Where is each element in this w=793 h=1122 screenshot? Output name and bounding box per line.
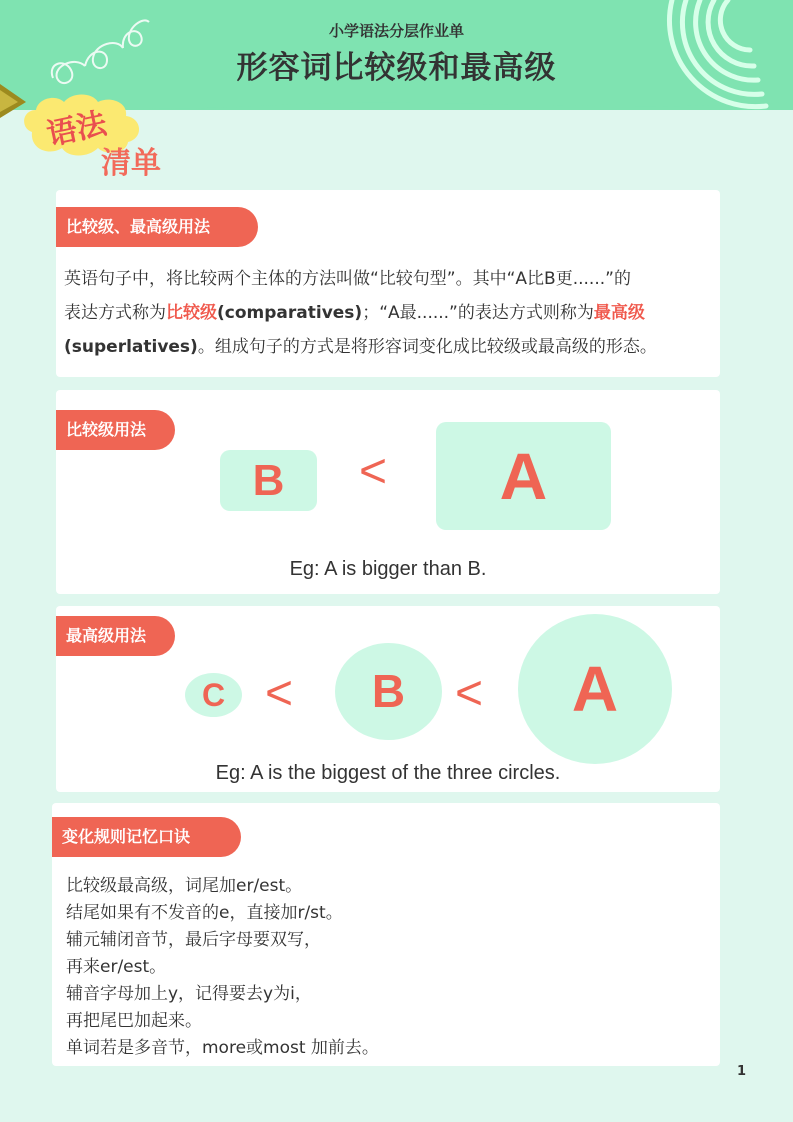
term-comparatives-en: (comparatives) [217, 303, 363, 323]
rhyme-line: 结尾如果有不发音的e，直接加r/st。 [66, 903, 343, 923]
rhyme-line: 辅音字母加上y，记得要去y为i， [66, 984, 312, 1004]
badge-label-grammar: 语法 [43, 106, 110, 153]
rhyme-line: 再来er/est。 [66, 957, 167, 977]
rhyme-line: 辅元辅闭音节，最后字母要双写， [66, 930, 321, 950]
usage-line-1: 英语句子中，将比较两个主体的方法叫做“比较句型”。其中“A比B更......”的 [64, 269, 631, 289]
term-superlative: 最高级 [593, 303, 645, 323]
rhyme-line: 比较级最高级，词尾加er/est。 [66, 876, 303, 896]
section-tag-superlative: 最高级用法 [56, 616, 175, 656]
usage-line-3 [64, 330, 714, 364]
worksheet-subtitle: 小学语法分层作业单 [328, 22, 464, 40]
rhyme-card [52, 803, 720, 1066]
usage-line-2 [64, 296, 714, 330]
comparative-card [56, 390, 720, 594]
usage-paragraph [64, 262, 714, 364]
term-comparative: 比较级 [166, 303, 217, 323]
section-tag-comparative: 比较级用法 [56, 410, 175, 450]
section-tag-rhyme: 变化规则记忆口诀 [52, 817, 241, 857]
comparative-example: Eg: A is bigger than B. [289, 558, 487, 580]
rhyme-line: 再把尾巴加起来。 [66, 1011, 202, 1031]
page-title: 形容词比较级和最高级 [236, 50, 557, 86]
superlative-card [56, 606, 720, 792]
less-than-sign-1: < [265, 667, 294, 720]
less-than-sign-2: < [455, 667, 484, 720]
section-tag-usage: 比较级、最高级用法 [56, 207, 258, 247]
medium-circle-b: B [335, 643, 442, 740]
big-circle-a: A [518, 614, 672, 764]
usage-text: 。组成句子的方式是将形容词变化成比较级或最高级的形态。 [197, 337, 657, 357]
superlative-example: Eg: A is the biggest of the three circles. [215, 762, 561, 784]
usage-text: ；“A最......”的表达方式则称为 [362, 303, 594, 323]
rhyme-line: 单词若是多音节，more或most 加前去。 [66, 1038, 379, 1058]
badge-label-list: 清单 [101, 146, 161, 181]
page-number: 1 [737, 1064, 747, 1079]
usage-card [56, 190, 720, 377]
small-box-b: B [220, 450, 317, 511]
small-circle-c: C [185, 673, 242, 717]
less-than-sign: < [359, 445, 388, 498]
big-box-a: A [436, 422, 611, 530]
rhyme-list [66, 873, 379, 1062]
usage-text: 表达方式称为 [64, 303, 166, 323]
term-superlatives-en: (superlatives) [64, 337, 198, 357]
